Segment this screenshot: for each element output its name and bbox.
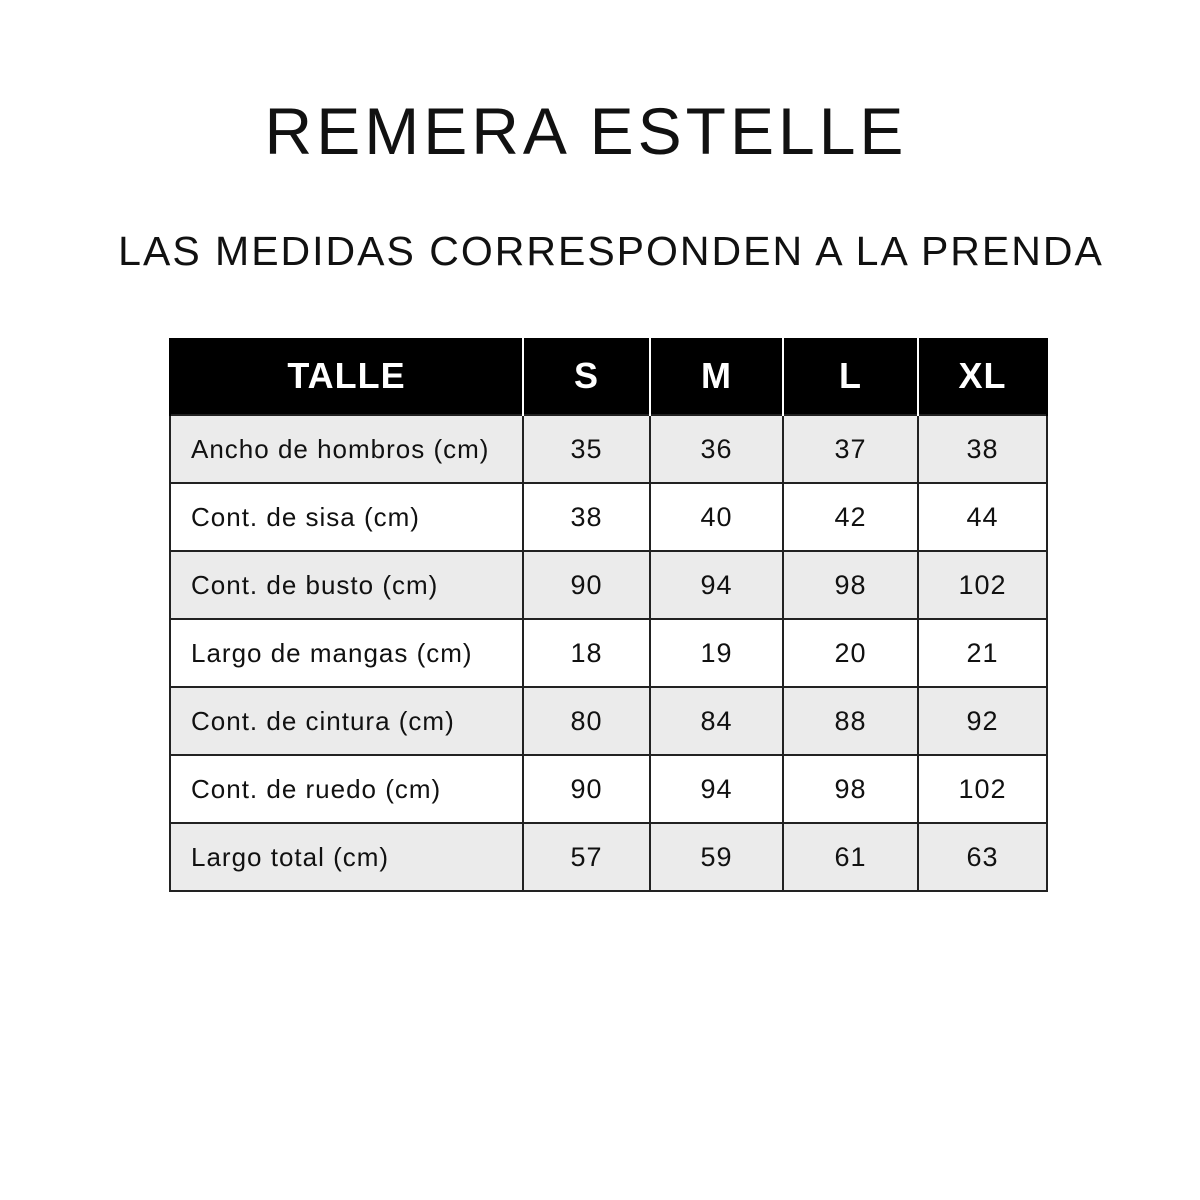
row-label: Largo total (cm): [170, 823, 523, 891]
row-label: Cont. de ruedo (cm): [170, 755, 523, 823]
column-header-s: S: [523, 338, 650, 415]
table-cell: 80: [523, 687, 650, 755]
table-cell: 19: [650, 619, 783, 687]
row-label: Ancho de hombros (cm): [170, 415, 523, 483]
table-row: [170, 823, 1047, 891]
table-cell: 102: [918, 551, 1047, 619]
table-row: [170, 483, 1047, 551]
page-title: REMERA ESTELLE: [264, 94, 908, 168]
table-cell: 92: [918, 687, 1047, 755]
table-cell: 61: [783, 823, 918, 891]
table-cell: 94: [650, 551, 783, 619]
table-cell: 44: [918, 483, 1047, 551]
table-cell: 63: [918, 823, 1047, 891]
table-cell: 38: [523, 483, 650, 551]
table-cell: 18: [523, 619, 650, 687]
table-cell: 98: [783, 755, 918, 823]
table-cell: 90: [523, 551, 650, 619]
column-header-talle: TALLE: [170, 338, 523, 415]
size-chart-table: [169, 338, 1048, 892]
row-label: Cont. de cintura (cm): [170, 687, 523, 755]
table-cell: 40: [650, 483, 783, 551]
table-cell: 90: [523, 755, 650, 823]
column-header-l: L: [783, 338, 918, 415]
page-subtitle: LAS MEDIDAS CORRESPONDEN A LA PRENDA: [118, 228, 1104, 274]
row-label: Largo de mangas (cm): [170, 619, 523, 687]
table-cell: 88: [783, 687, 918, 755]
column-header-xl: XL: [918, 338, 1047, 415]
table-cell: 21: [918, 619, 1047, 687]
table-row: [170, 755, 1047, 823]
table-header-row: [170, 338, 1047, 415]
table-cell: 38: [918, 415, 1047, 483]
table-cell: 57: [523, 823, 650, 891]
table-row: [170, 687, 1047, 755]
column-header-m: M: [650, 338, 783, 415]
table-cell: 37: [783, 415, 918, 483]
row-label: Cont. de sisa (cm): [170, 483, 523, 551]
table-cell: 94: [650, 755, 783, 823]
table-cell: 59: [650, 823, 783, 891]
table-cell: 36: [650, 415, 783, 483]
table-cell: 35: [523, 415, 650, 483]
row-label: Cont. de busto (cm): [170, 551, 523, 619]
table-row: [170, 551, 1047, 619]
table-row: [170, 619, 1047, 687]
table-cell: 98: [783, 551, 918, 619]
table-cell: 20: [783, 619, 918, 687]
table-cell: 84: [650, 687, 783, 755]
table-row: [170, 415, 1047, 483]
table-cell: 42: [783, 483, 918, 551]
table-cell: 102: [918, 755, 1047, 823]
